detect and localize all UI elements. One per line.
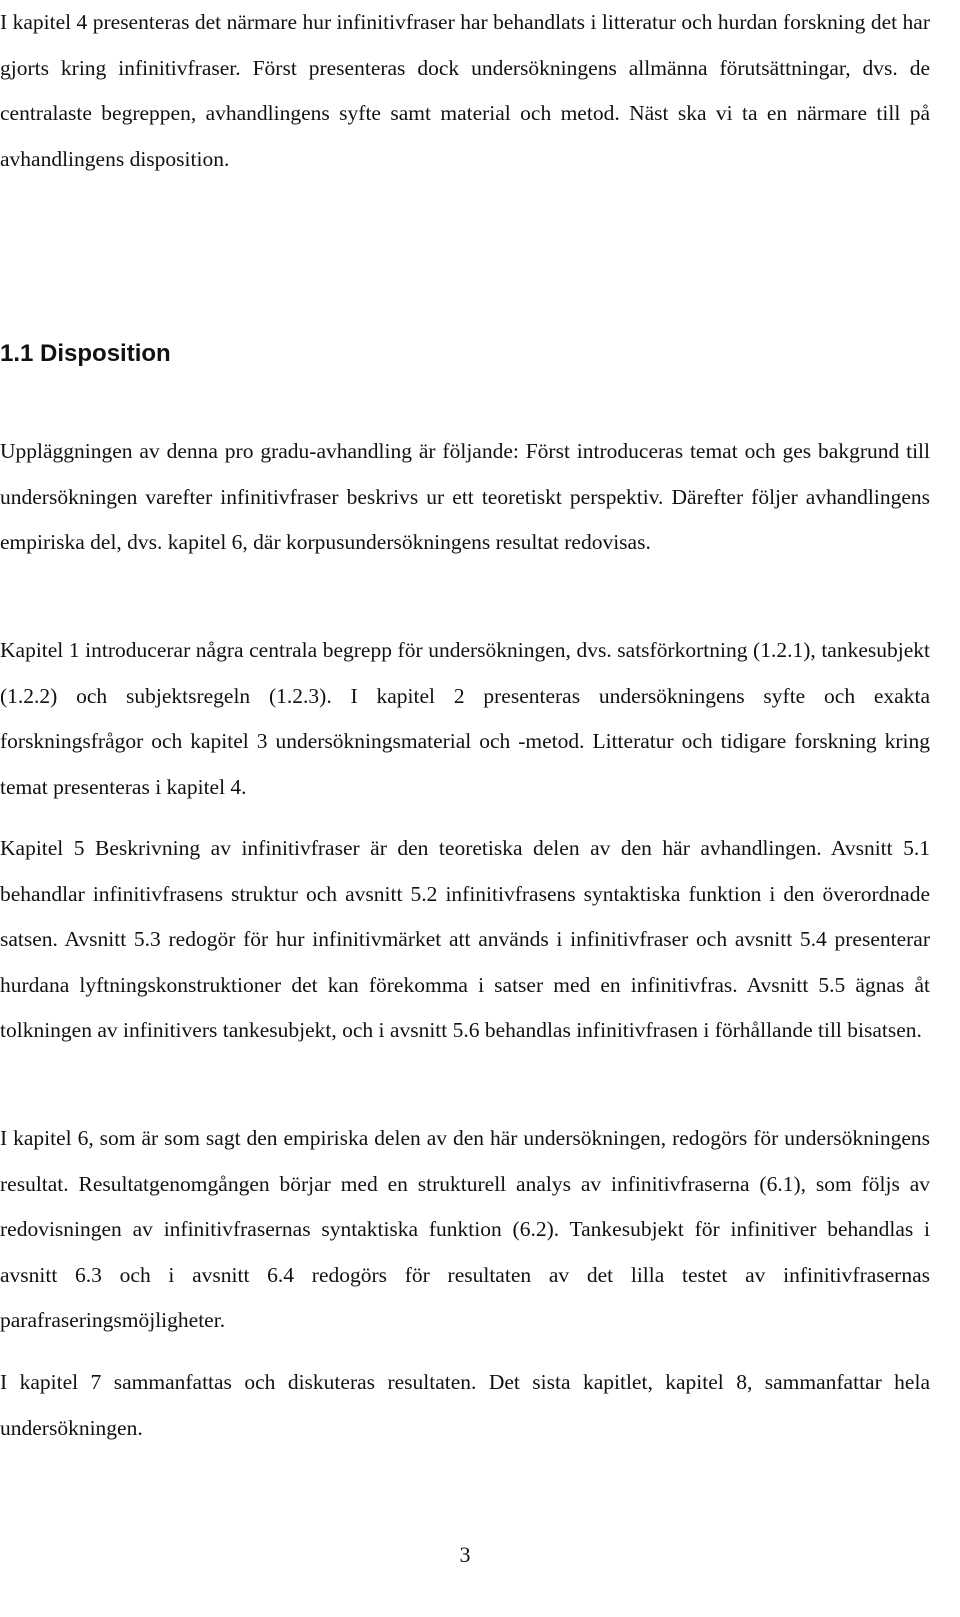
intro-paragraph: I kapitel 4 presenteras det närmare hur infinitivfraser har behandlats i litteratur och hurdan forskning det har gjorts kring infinitivfraser. Först presenteras dock undersökningens allmänna förutsättningar, dvs. de centralaste begreppen, avhandlingens syfte samt material och metod. Näst ska vi ta en närmare till på avhandlingens disposition. — [0, 10, 930, 171]
disposition-paragraph-1: Uppläggningen av denna pro gradu-avhandling är följande: Först introduceras temat och ges bakgrund till undersökningen varefter infinitivfraser beskrivs ur ett teoretiskt perspektiv. Därefter följer avhandlingens empiriska del, dvs. kapitel 6, där korpusundersökningens resultat redovisas. — [0, 439, 930, 554]
disposition-paragraph-2: Kapitel 1 introducerar några centrala begrepp för undersökningen, dvs. satsförkortning (1.2.1), tankesubjekt (1.2.2) och subjektsregeln (1.2.3). I kapitel 2 presenteras undersökningens syfte och exakta forskningsfrågor och kapitel 3 undersökningsmaterial och -metod. Litteratur och tidigare forskning kring temat presenteras i kapitel 4. — [0, 638, 930, 799]
section-heading: 1.1 Disposition — [0, 340, 171, 367]
disposition-paragraph-4: I kapitel 6, som är som sagt den empiriska delen av den här undersökningen, redogörs för undersökningens resultat. Resultatgenomgången börjar med en strukturell analys av infinitivfraserna (6.1), som följs av redovisningen av infinitivfrasernas syntaktiska funktion (6.2). Tankesubjekt för infinitiver behandlas i avsnitt 6.3 och i avsnitt 6.4 redogörs för resultaten av det lilla testet av infinitivfrasernas parafraseringsmöjligheter. — [0, 1126, 930, 1332]
page-number: 3 — [459, 1542, 471, 1567]
disposition-paragraph-3: Kapitel 5 Beskrivning av infinitivfraser är den teoretiska delen av den här avhandlingen. Avsnitt 5.1 behandlar infinitivfrasens struktur och avsnitt 5.2 infinitivfrasens syntaktiska funktion i den överordnade satsen. Avsnitt 5.3 redogör för hur infinitivmärket att används i infinitivfraser och avsnitt 5.4 presenterar hurdana lyftningskonstruktioner det kan förekomma i satser med en infinitivfras. Avsnitt 5.5 ägnas åt tolkningen av infinitivers tankesubjekt, och i avsnitt 5.6 behandlas infinitivfrasen i förhållande till bisatsen. — [0, 836, 930, 1042]
disposition-paragraph-5: I kapitel 7 sammanfattas och diskuteras resultaten. Det sista kapitlet, kapitel 8, sammanfattar hela undersökningen. — [0, 1370, 930, 1440]
